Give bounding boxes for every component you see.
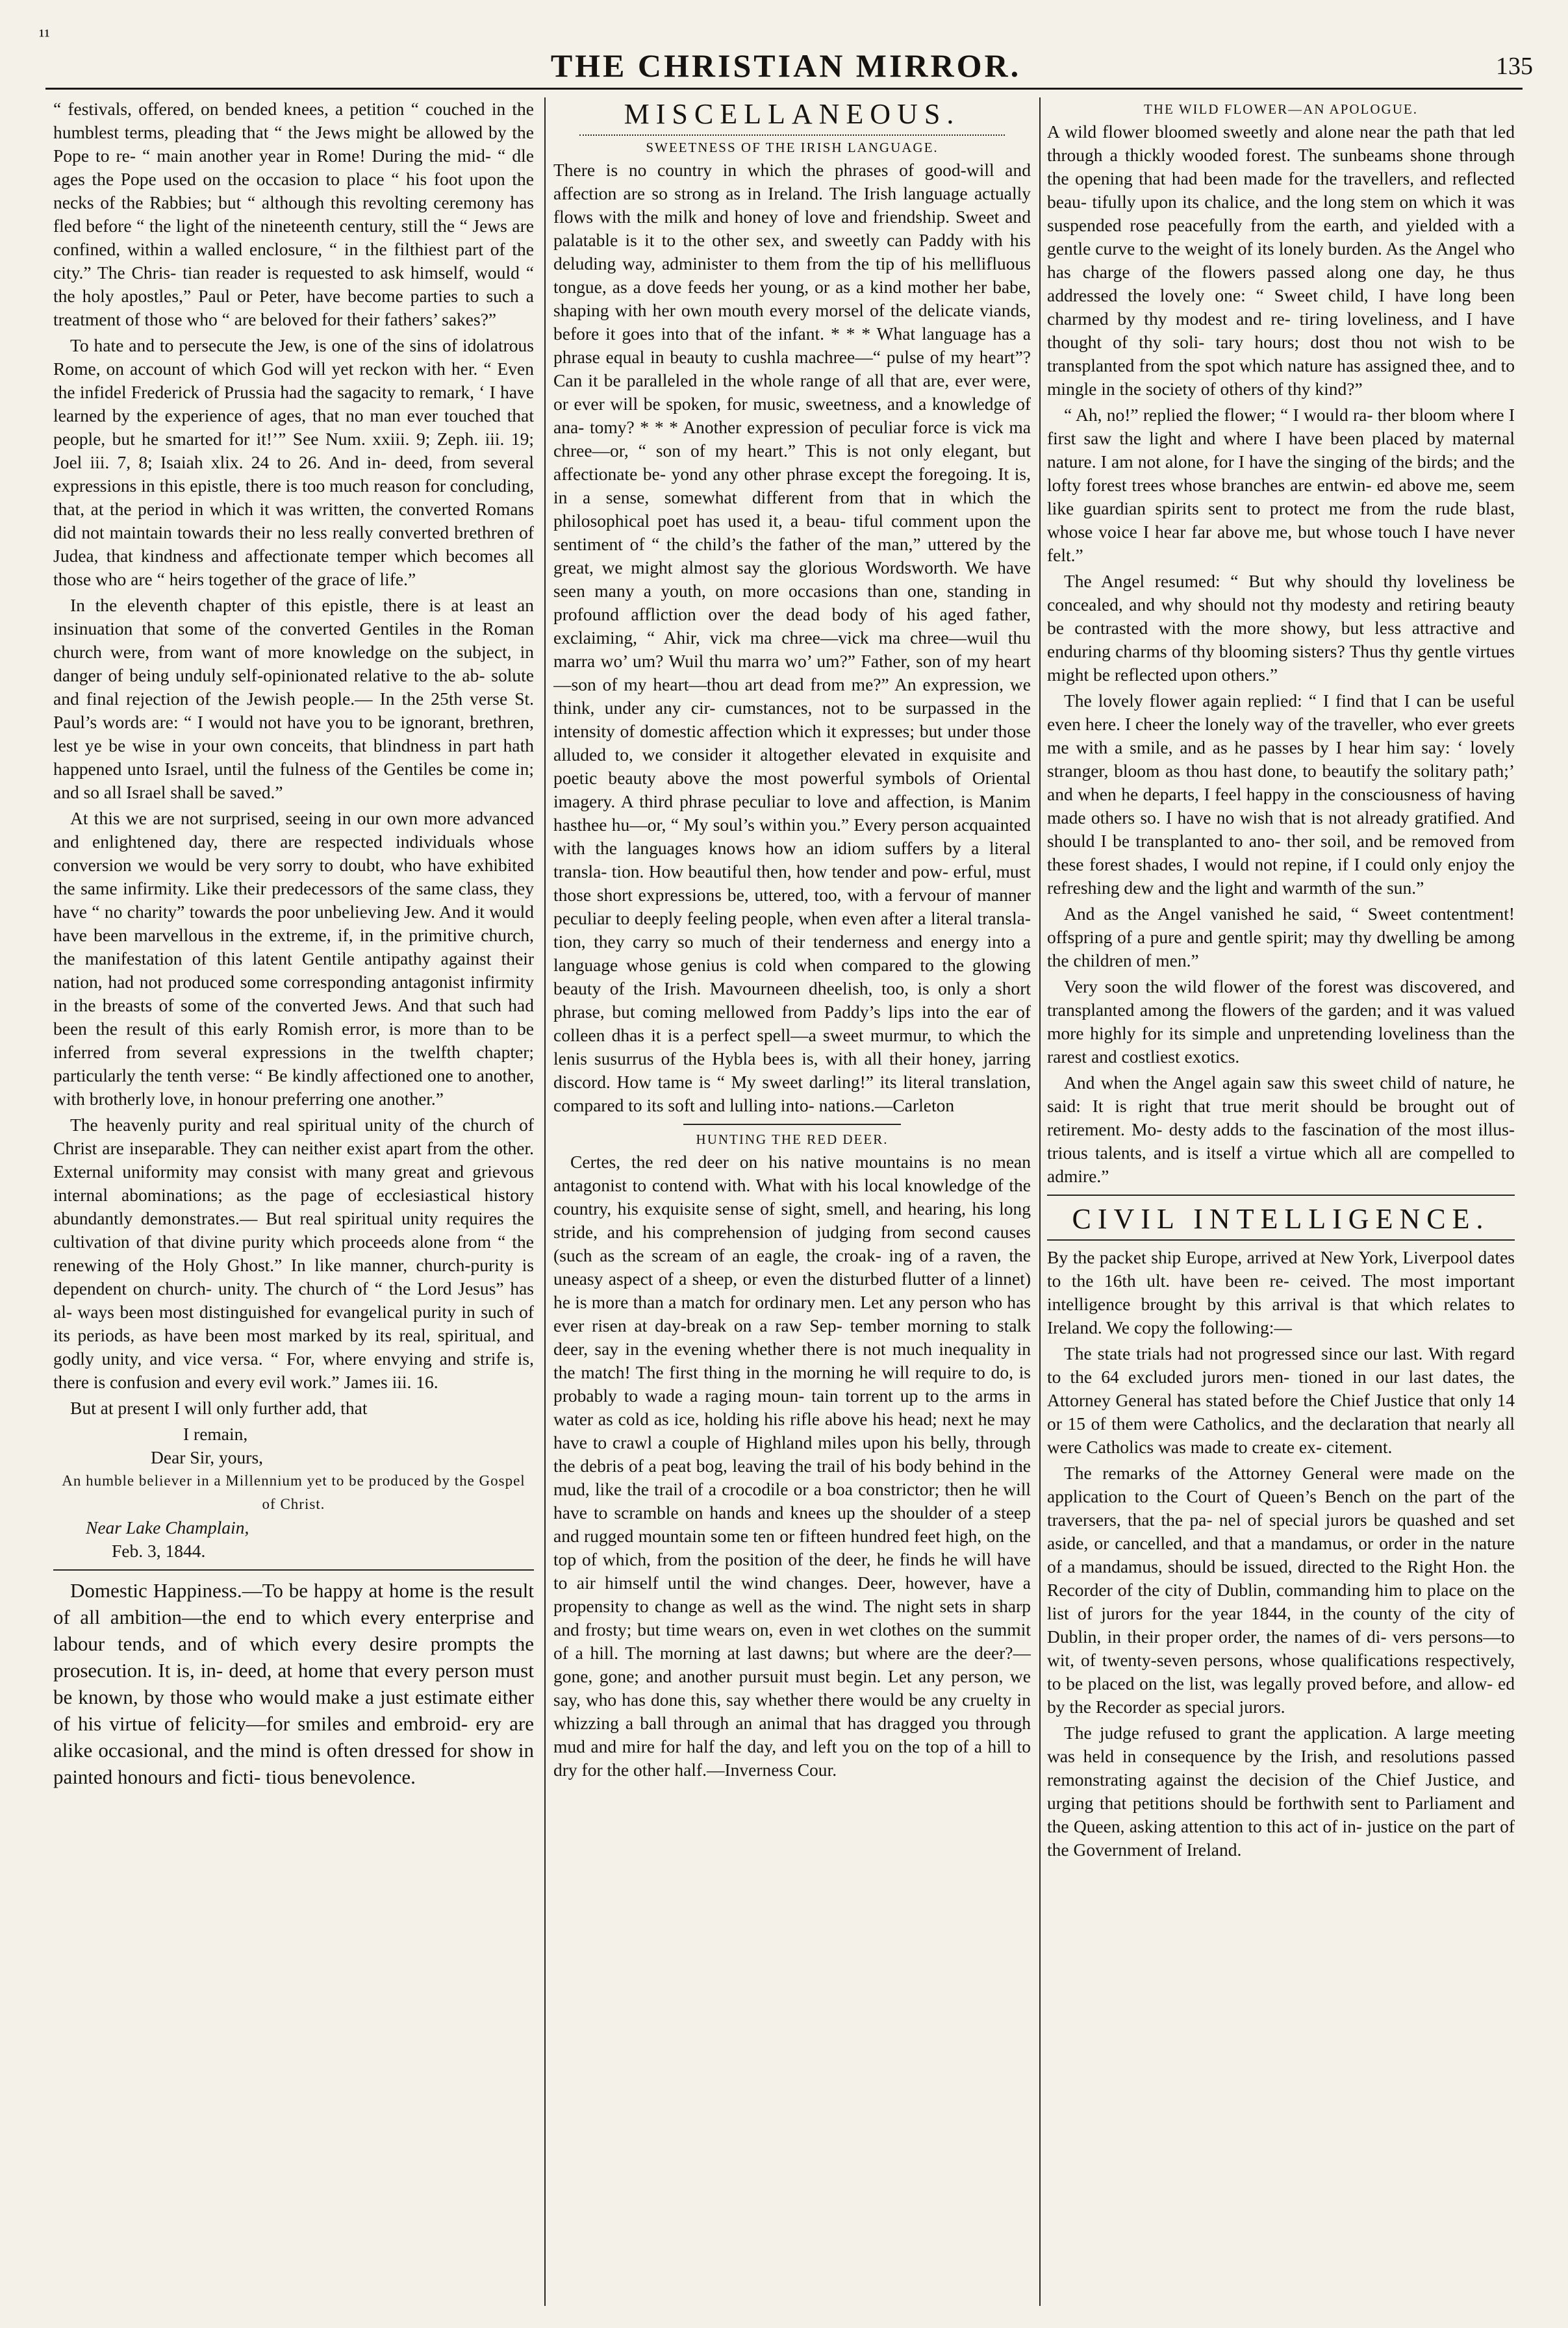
section-divider	[1047, 1195, 1515, 1196]
column-1	[53, 97, 534, 2293]
column-divider	[544, 97, 546, 2306]
dotted-divider	[579, 134, 1005, 136]
article-paragraph: The remarks of the Attorney General were made on the application to the Court of Queen’s Bench on the part of the traversers, that the pa- nel of special jurors be quashed and set aside, or cancelled, and that a mandamus, or order in the nature of a mandamus, should be issued, directed to the Right Hon. the Recorder of the city of Dublin, commanding him to place on the list of jurors for the year 1844, in the county of the city of Dublin, in their proper order, the names of di- vers persons—to wit, of twenty-seven persons, whose qualifications respectively, to be placed on the list, was legally proved before, and allow- ed by the Recorder as special jurors.	[1047, 1463, 1515, 1717]
signature-line: I remain,	[183, 1424, 248, 1444]
article-paragraph: There is no country in which the phrases of good-will and affection are so strong as in Ireland. The Irish language actually flows with the milk and honey of love and friendship. Sweet and palatable is it to the other sex, and sweetly can Paddy with his deluding way, administer to them from the tip of his mellifluous tongue, as a dove feeds her young, or as a kind mother her babe, shaping with her own mouth every morsel of the delicate viands, before it goes into that of the infant. * * * What language has a phrase equal in beauty to cushla machree—“ pulse of my heart”? Can it be paralleled in the whole range of all that are, ever were, or ever will be spoken, for music, sweetness, and a knowledge of ana- tomy? * * * Another expression of peculiar force is vick ma chree—or, “ son of my heart.” This is not only elegant, but affectionate be- yond any other phrase except the foregoing. It is, in a sense, somewhat different from that in which the philosophical poet has used it, a beau- tiful comment upon the sentiment of “ the child’s the father of the man,” uttered by the great, we might almost say the glorious Wordsworth. We have seen many a youth, on more occasions than one, standing in profound affliction over the dead body of his aged father, exclaiming, “ Ahir, vick ma chree—vick ma chree—wuil thu marra wo’ um? Wuil thu marra wo’ um?” Father, son of my heart—son of my heart—thou art dead from me?” An expression, we think, under any cir- cumstances, not to be surpassed in the intensity of domestic affection which it expresses; but under those alluded to, we consider it altogether elevated in exquisite and poetic beauty above the most powerful symbols of Oriental imagery. A third phrase peculiar to love and affection, is Manim hasthee hu—or, “ My soul’s within you.” Every person acquainted with the languages knows how an idiom suffers by a literal transla- tion. How beautiful then, how tender and pow- erful, must those short expressions be, uttered, too, with a fervour of manner peculiar to deeply feeling people, when even after a literal transla- tion, they carry so much of their tenderness and energy into a language whose genius is cold when compared to the glowing beauty of the Irish. Mavourneen dheelish, too, is only a short phrase, but coming mellowed from Paddy’s lips into the ear of colleen dhas it is a perfect spell—a sweet murmur, to which the lenis susurrus of the Hybla bees is, with all their honey, jarring discord. How tame is “ My sweet darling!” its literal translation, compared to its soft and lulling into- nations.—Carleton	[553, 160, 1031, 1115]
page-number: 135	[1496, 53, 1533, 80]
signature-date: Feb. 3, 1844.	[112, 1541, 206, 1561]
section-divider	[53, 1569, 534, 1571]
article-title: SWEETNESS OF THE IRISH LANGUAGE.	[646, 140, 939, 155]
article-paragraph: The state trials had not progressed since our last. With regard to the 64 excluded jurors men- tioned in our last dates, the Attorney General has stated before the Chief Justice that only 14 or 15 of them were Catholics, and the declaration that nearly all were Catholics was made to create ex- citement.	[1047, 1343, 1515, 1457]
article-paragraph: And when the Angel again saw this sweet child of nature, he said: It is right that true merit should be brought out of retirement. Mo- desty adds to the fascination of the most illus- trious talents, and is itself a virtue which all are compelled to admire.”	[1047, 1072, 1515, 1186]
article-paragraph: The heavenly purity and real spiritual unity of the church of Christ are inseparable. They can neither exist apart from the other. External uniformity may consist with many great and grievous internal abominations; as the page of ecclesiastical history abundantly demonstrates.— But real spiritual unity requires the cultivation of that divine purity which proceeds alone from “ the renewing of the Holy Ghost.” In like manner, church-purity is dependent on church- unity. The church of “ the Lord Jesus” has al- ways been most distinguished for evangelical purity in such of its periods, as have been most marked by its real, spiritual, and godly unity, and vice versa. “ For, where envying and strife is, there is confusion and every evil work.” James iii. 16.	[53, 1115, 534, 1392]
article-paragraph: The judge refused to grant the application. A large meeting was held in consequence by the Irish, and resolutions passed remonstrating against the decision of the Chief Justice, and urging that petitions should be forthwith sent to Parliament and the Queen, asking attention to this act of in- justice on the part of the Government of Ireland.	[1047, 1723, 1515, 1860]
column-divider	[1039, 97, 1041, 2306]
section-divider	[683, 1124, 901, 1125]
column-2	[553, 97, 1031, 2319]
article-paragraph: The Angel resumed: “ But why should thy loveliness be concealed, and why should not thy modesty and retiring beauty be contrasted with the more showy, but less attractive and enduring charms of thy blooming sisters? Thus thy gentle virtues might be reflected upon others.”	[1047, 571, 1515, 685]
article-paragraph: By the packet ship Europe, arrived at New York, Liverpool dates to the 16th ult. have been re- ceived. The most important intelligence brought by this arrival is that which relates to Ireland. We copy the following:—	[1047, 1247, 1515, 1337]
article-paragraph: The lovely flower again replied: “ I find that I can be useful even here. I cheer the lonely way of the traveller, who ever greets me with a smile, and as he passes by I hear him say: ‘ lovely stranger, bloom as thou hast done, to beautify the solitary path;’ and when he departs, I feel happy in the consciousness of having made others so. I have no wish that is not already gratified. And should I be transplanted to ano- ther soil, and be removed from these forest shades, I would not repine, if I could only enjoy the refreshing dew and the light and warmth of the sun.”	[1047, 690, 1515, 898]
article-paragraph: And as the Angel vanished he said, “ Sweet contentment! offspring of a pure and gentle spirit; may thy dwelling be among the children of men.”	[1047, 904, 1515, 970]
article-title: HUNTING THE RED DEER.	[696, 1132, 889, 1147]
article-paragraph: “ festivals, offered, on bended knees, a petition “ couched in the humblest terms, pleading that “ the Jews might be allowed by the Pope to re- “ main another year in Rome! During the mid- “ dle ages the Pope used on the occasion to place “ his foot upon the necks of the Rabbies; but “ although this revolting ceremony has fled before “ the light of the nineteenth century, still the “ Jews are confined, within a walled enclosure, “ in the filthiest part of the city.” The Chris- tian reader is requested to ask himself, would “ the holy apostles,” Paul or Peter, have become parties to such a treatment of those who “ are beloved for their fathers’ sakes?”	[53, 99, 534, 329]
column-3	[1047, 97, 1515, 2319]
letter-signature	[53, 1423, 534, 1563]
article-paragraph: A wild flower bloomed sweetly and alone near the path that led through a thickly wooded forest. The sunbeams shone through the opening that had been made for the travellers, and reflected beau- tifully upon its chalice, and the long stem on which it was suspended rose peacefully from the earth, and yielded with a gentle curve to the weight of its lonely burden. As the Angel who has charge of the flowers passed along one day, he thus addressed the lovely one: “ Sweet child, I have long been charmed by thy modest and re- tiring loveliness, and I have thought of thy soli- tary hours; dost thou not wish to be transplanted from the spot which nature has assigned thee, and to mingle in the society of others of thy kind?”	[1047, 121, 1515, 399]
masthead	[39, 19, 1533, 91]
article-paragraph: Very soon the wild flower of the forest was discovered, and transplanted among the flowers of the garden; and it was valued more highly for its simple and unpretending loveliness than the rarest and costliest exotics.	[1047, 976, 1515, 1067]
article-paragraph: Certes, the red deer on his native mountains is no mean antagonist to contend with. What with his local knowledge of the country, his exquisite sense of sight, smell, and hearing, his long stride, and his comprehension of judging from second causes (such as the scream of an eagle, the croak- ing of a raven, the uneasy aspect of a sheep, or even the disturbed flutter of a linnet) he is more than a match for ordinary men. Let any person who has ever risen at day-break on a raw Sep- tember morning to stalk deer, say in the evening whether there is not much inequality in the match! The first thing in the morning he will require to do, is probably to wade a raging moun- tain torrent up to the arms in water as cold as ice, holding his rifle above his head; next he may have to crawl a couple of Highland miles upon his belly, through the debris of a peat bog, leaving the trail of his body behind in the mud, like the trail of a crocodile or a boa constrictor; then he will have to scramble on hands and knees up the shoulder of a steep and rugged mountain some ten or fifteen hundred feet high, on the top of which, from the position of the deer, he finds he will have to air himself until the wind changes. Deer, however, have a propensity to change as well as the wind. The night sets in sharp and frosty; but time wears on, even in wet clothes on the summit of a hill. The morning at last dawns; but where are the deer?—gone, gone; and another pursuit must begin. Let any person, we say, who has done this, say whether there would be any cruelty in whizzing a ball through an animal that has dragged you through mud and mire for half the day, and left you on the top of a hill to dry for the other half.—Inverness Cour.	[553, 1152, 1031, 1780]
article-paragraph: At this we are not surprised, seeing in our own more advanced and enlightened day, there are respected individuals whose conversion we would be very sorry to doubt, who have exhibited the same infirmity. Like their predecessors of the same class, they have “ no charity” towards the poor unbelieving Jew. And it would have been marvellous in the extreme, if, in the primitive church, the manifestation of this latent Gentile antipathy against their nation, had not produced some corresponding antagonist infirmity in the breasts of some of the converted Jews. And that such had been the result of this early Romish error, is more than to be inferred from several expressions in the twelfth chapter; particularly the tenth verse: “ Be kindly affectioned one to another, with brotherly love, in honour preferring one another.”	[53, 808, 534, 1109]
article-paragraph: But at present I will only further add, that	[70, 1398, 368, 1418]
signature-author: An humble believer in a Millennium yet to be produced by the Gospel of Christ.	[62, 1473, 525, 1512]
article-paragraph: To hate and to persecute the Jew, is one of the sins of idolatrous Rome, on account of which God will yet reckon with her. “ Even the infidel Frederick of Prussia had the sagacity to remark, ‘ I have learned by the experience of ages, that no man ever touched that people, but he smarted for it!’” See Num. xxiii. 9; Zeph. iii. 19; Joel iii. 7, 8; Isaiah xlix. 24 to 26. And in- deed, from several expressions in this epistle, there is too much reason for concluding, that, at the period in which it was written, the converted Romans did not maintain towards their no less really converted brethren of Judea, that kindness and affectionate temper which becomes all those who are “ heirs together of the grace of life.”	[53, 335, 534, 589]
article-title: THE WILD FLOWER—AN APOLOGUE.	[1144, 101, 1418, 117]
signature-line: Dear Sir, yours,	[151, 1447, 264, 1467]
article-paragraph: “ Ah, no!” replied the flower; “ I would ra- ther bloom where I first saw the light and where I have been placed by maternal nature. I am not alone, for I have the singing of the birds; and the lofty forest trees whose branches are entwin- ed above me, seem like guardian spirits sent to protect me from the rude blast, whose voice I hear far above me, but whose touch I have never felt.”	[1047, 405, 1515, 565]
article-paragraph: In the eleventh chapter of this epistle, there is at least an insinuation that some of the converted Gentiles in the Roman church were, from want of more knowledge on the subject, in danger of being unduly self-opinionated relative to the ab- solute and final rejection of the Jewish people.— In the 25th verse St. Paul’s words are: “ I would not have you to be ignorant, brethren, lest ye be wise in your own conceits, that blindness in part hath happened unto Israel, until the fulness of the Gentiles be come in; and so all Israel shall be saved.”	[53, 595, 534, 802]
page-title: THE CHRISTIAN MIRROR.	[550, 47, 1022, 84]
article-paragraph: Domestic Happiness.—To be happy at home is the result of all ambition—the end to which every enterprise and labour tends, and of which every desire prompts the prosecution. It is, in- deed, at home that every person must be known, by those who would make a just estimate either of his virtue of felicity—for smiles and embroid- ery are alike occasional, and the mind is often dressed for show in painted honours and ficti- tious benevolence.	[53, 1579, 534, 1788]
section-heading-miscellaneous: MISCELLANEOUS.	[624, 98, 961, 130]
signature-place: Near Lake Champlain,	[86, 1517, 249, 1537]
section-heading-civil-intelligence: CIVIL INTELLIGENCE.	[1072, 1203, 1490, 1235]
domestic-happiness-article	[53, 1577, 534, 1790]
corner-mark: ¹¹	[39, 26, 50, 46]
section-divider	[1047, 1239, 1515, 1241]
top-rule	[45, 88, 1523, 90]
